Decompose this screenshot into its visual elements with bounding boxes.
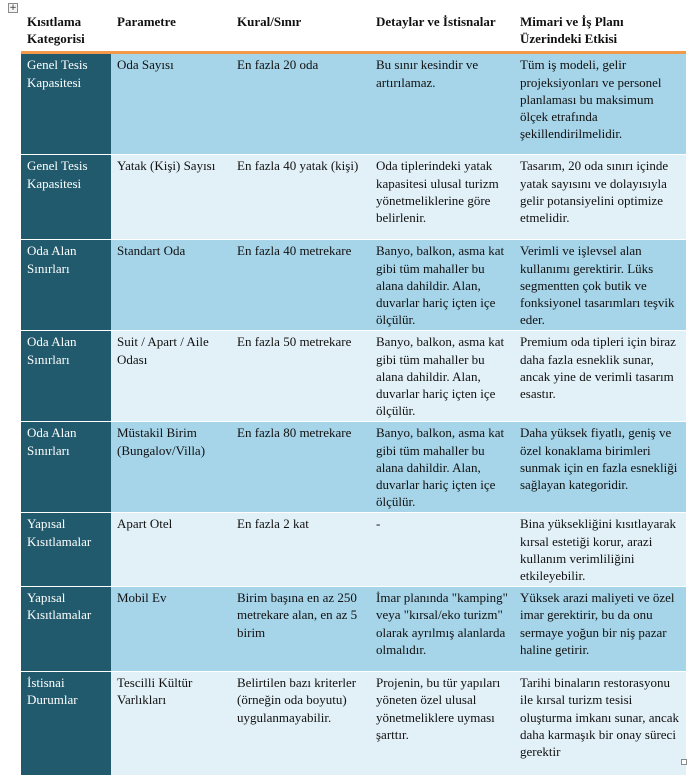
impact-cell: Daha yüksek fiyatlı, geniş ve özel konaklama birimleri sunmak için en fazla esnekliği sağlayan kategoridir. (514, 422, 686, 513)
category-cell: İstisnai Durumlar (21, 672, 111, 776)
category-cell: Oda Alan Sınırları (21, 422, 111, 513)
impact-cell: Tüm iş modeli, gelir projeksiyonları ve personel planlaması bu maksimum ölçek etrafında şekillendirilmelidir. (514, 53, 686, 155)
header-category: Kısıtlama Kategorisi (21, 10, 111, 53)
parameter-cell: Suit / Apart / Aile Odası (111, 331, 231, 422)
parameter-cell: Yatak (Kişi) Sayısı (111, 155, 231, 240)
header-details: Detaylar ve İstisnalar (370, 10, 514, 53)
table-row (21, 331, 686, 422)
header-parameter: Parametre (111, 10, 231, 53)
rule-cell: En fazla 80 metrekare (231, 422, 370, 513)
details-cell: Banyo, balkon, asma kat gibi tüm mahaller bu alana dahildir. Alan, duvarlar hariç içten içe ölçülür. (370, 331, 514, 422)
table-row (21, 240, 686, 331)
parameter-cell: Standart Oda (111, 240, 231, 331)
rule-cell: Belirtilen bazı kriterler (örneğin oda boyutu) uygulanmayabilir. (231, 672, 370, 776)
parameter-cell: Mobil Ev (111, 587, 231, 672)
impact-cell: Tarihi binaların restorasyonu ile kırsal turizm tesisi oluşturma imkanı sunar, ancak daha karmaşık bir onay süreci gerektir (514, 672, 686, 776)
category-cell: Oda Alan Sınırları (21, 240, 111, 331)
category-cell: Yapısal Kısıtlamalar (21, 587, 111, 672)
impact-cell: Premium oda tipleri için biraz daha fazla esneklik sunar, ancak yine de verimli tasarım esastır. (514, 331, 686, 422)
table-row (21, 513, 686, 587)
parameter-cell: Müstakil Birim (Bungalov/Villa) (111, 422, 231, 513)
parameter-cell: Oda Sayısı (111, 53, 231, 155)
header-rule: Kural/Sınır (231, 10, 370, 53)
constraints-table (21, 10, 686, 776)
rule-cell: En fazla 50 metrekare (231, 331, 370, 422)
details-cell: Banyo, balkon, asma kat gibi tüm mahaller bu alana dahildir. Alan, duvarlar hariç içten içe ölçülür. (370, 422, 514, 513)
table-row (21, 53, 686, 155)
details-cell: Oda tiplerindeki yatak kapasitesi ulusal turizm yönetmeliklerine göre belirlenir. (370, 155, 514, 240)
header-impact: Mimari ve İş Planı Üzerindeki Etkisi (514, 10, 686, 53)
parameter-cell: Apart Otel (111, 513, 231, 587)
table-row (21, 422, 686, 513)
details-cell: Banyo, balkon, asma kat gibi tüm mahaller bu alana dahildir. Alan, duvarlar hariç içten içe ölçülür. (370, 240, 514, 331)
table-move-icon[interactable]: + (9, 3, 17, 13)
rule-cell: En fazla 20 oda (231, 53, 370, 155)
table-row (21, 587, 686, 672)
table-resize-icon[interactable] (681, 759, 687, 765)
impact-cell: Tasarım, 20 oda sınırı içinde yatak sayısını ve dolayısıyla gelir potansiyelini optimize etmelidir. (514, 155, 686, 240)
impact-cell: Verimli ve işlevsel alan kullanımı gerektirir. Lüks segmentten çok butik ve fonksiyonel tasarımları teşvik eder. (514, 240, 686, 331)
category-cell: Yapısal Kısıtlamalar (21, 513, 111, 587)
category-cell: Genel Tesis Kapasitesi (21, 155, 111, 240)
rule-cell: En fazla 40 metrekare (231, 240, 370, 331)
category-cell: Oda Alan Sınırları (21, 331, 111, 422)
impact-cell: Yüksek arazi maliyeti ve özel imar gerektirir, bu da onu sermaye yoğun bir niş pazar haline getirir. (514, 587, 686, 672)
header-row (21, 10, 686, 53)
category-cell: Genel Tesis Kapasitesi (21, 53, 111, 155)
table-row (21, 672, 686, 776)
details-cell: İmar planında "kamping" veya "kırsal/eko turizm" olarak ayrılmış alanlarda olmalıdır. (370, 587, 514, 672)
details-cell: - (370, 513, 514, 587)
rule-cell: En fazla 2 kat (231, 513, 370, 587)
rule-cell: Birim başına en az 250 metrekare alan, en az 5 birim (231, 587, 370, 672)
details-cell: Bu sınır kesindir ve artırılamaz. (370, 53, 514, 155)
parameter-cell: Tescilli Kültür Varlıkları (111, 672, 231, 776)
table-row (21, 155, 686, 240)
impact-cell: Bina yüksekliğini kısıtlayarak kırsal estetiği korur, arazi kullanım verimliliğini etkileyebilir. (514, 513, 686, 587)
rule-cell: En fazla 40 yatak (kişi) (231, 155, 370, 240)
details-cell: Projenin, bu tür yapıları yöneten özel ulusal yönetmeliklere uyması şarttır. (370, 672, 514, 776)
